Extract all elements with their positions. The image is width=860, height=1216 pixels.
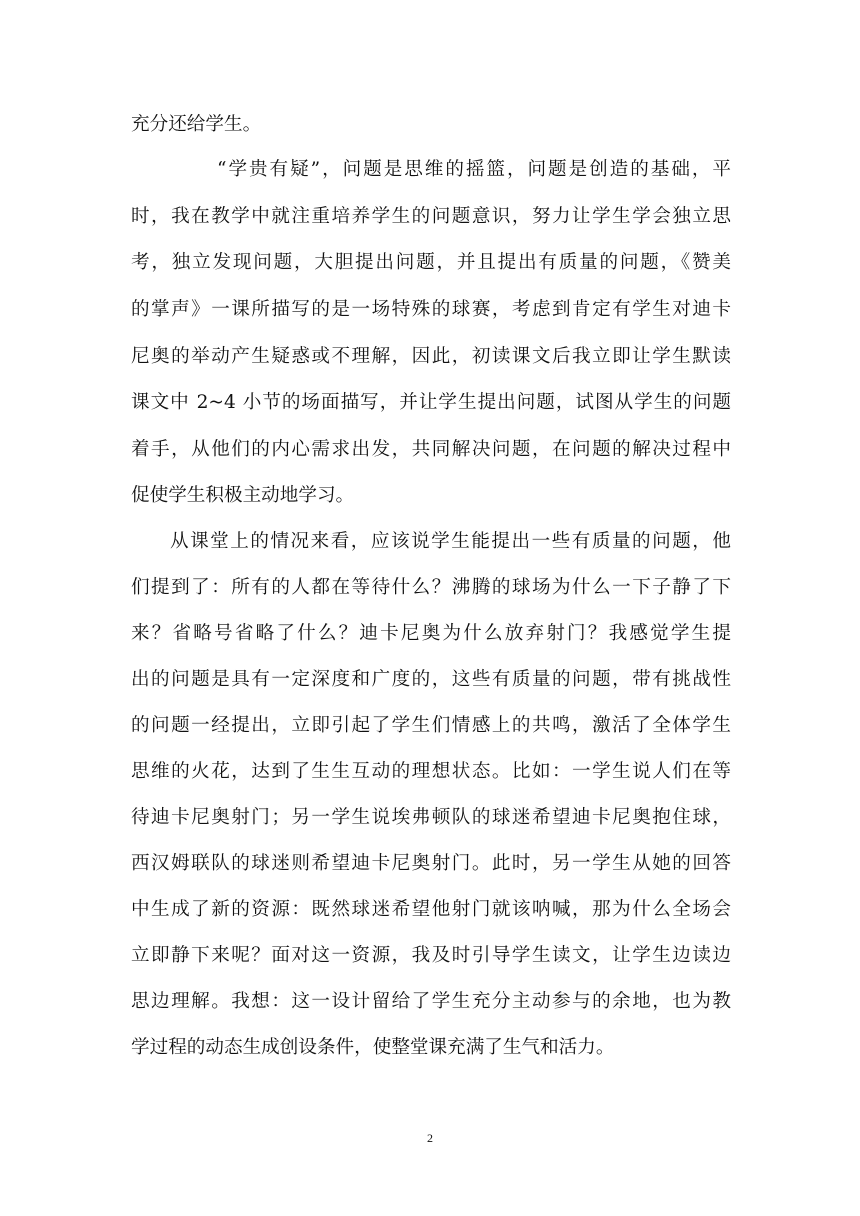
text-line: 考，独立发现问题，大胆提出问题，并且提出有质量的问题，《赞美 bbox=[131, 252, 731, 273]
text-line: 来？省略号省略了什么？迪卡尼奥为什么放弃射门？我感觉学生提 bbox=[131, 623, 731, 644]
text-line: 思边理解。我想：这一设计留给了学生充分主动参与的余地，也为教 bbox=[131, 991, 731, 1012]
text-line: 从课堂上的情况来看，应该说学生能提出一些有质量的问题，他 bbox=[170, 531, 731, 552]
text-line: 中生成了新的资源：既然球迷希望他射门就该呐喊，那为什么全场会 bbox=[131, 899, 731, 920]
page-number: 2 bbox=[427, 1131, 433, 1145]
text-line: 们提到了：所有的人都在等待什么？沸腾的球场为什么一下子静了下 bbox=[131, 577, 731, 598]
text-line: 出的问题是具有一定深度和广度的，这些有质量的问题，带有挑战性 bbox=[131, 669, 731, 690]
text-line: 着手，从他们的内心需求出发，共同解决问题，在问题的解决过程中 bbox=[131, 439, 731, 460]
text-line: 学过程的动态生成创设条件，使整堂课充满了生气和活力。 bbox=[131, 1037, 615, 1058]
text-line: 课文中 2~4 小节的场面描写，并让学生提出问题，试图从学生的问题 bbox=[131, 392, 731, 413]
text-line: 促使学生积极主动地学习。 bbox=[131, 485, 355, 506]
text-line: 思维的火花，达到了生生互动的理想状态。比如：一学生说人们在等 bbox=[131, 761, 731, 782]
text-line: 尼奥的举动产生疑惑或不理解，因此，初读课文后我立即让学生默读 bbox=[131, 346, 731, 367]
text-line: “学贵有疑”，问题是思维的摇篮，问题是创造的基础，平 bbox=[217, 159, 731, 180]
text-line: 西汉姆联队的球迷则希望迪卡尼奥射门。此时，另一学生从她的回答 bbox=[131, 853, 731, 874]
text-line: 待迪卡尼奥射门；另一学生说埃弗顿队的球迷希望迪卡尼奥抱住球， bbox=[131, 807, 731, 828]
text-line: 的问题一经提出，立即引起了学生们情感上的共鸣，激活了全体学生 bbox=[131, 715, 731, 736]
text-line: 时，我在教学中就注重培养学生的问题意识，努力让学生学会独立思 bbox=[131, 206, 731, 227]
text-line: 的掌声》一课所描写的是一场特殊的球赛，考虑到肯定有学生对迪卡 bbox=[131, 299, 731, 320]
text-line: 充分还给学生。 bbox=[131, 114, 262, 135]
text-line: 立即静下来呢？面对这一资源，我及时引导学生读文，让学生边读边 bbox=[131, 945, 731, 966]
